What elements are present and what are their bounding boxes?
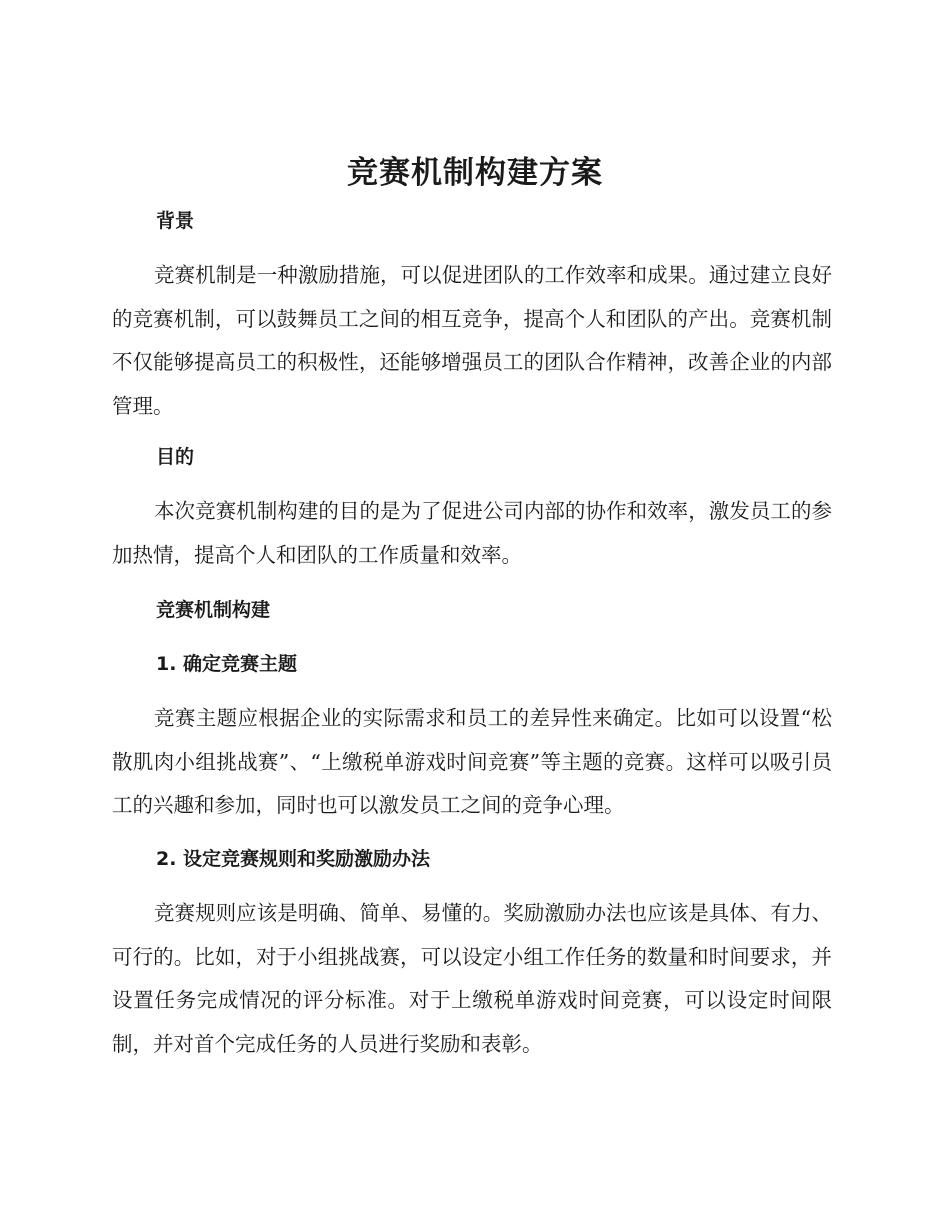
section-heading-theme: 1. 确定竞赛主题 [156,653,298,675]
document-title: 竞赛机制构建方案 [347,155,603,191]
section-heading-rules: 2. 设定竞赛规则和奖励激励办法 [156,848,431,870]
section-heading-construction: 竞赛机制构建 [156,599,271,621]
section-paragraph-rules: 竞赛规则应该是明确、简单、易懂的。奖励激励办法也应该是具体、有力、可行的。比如，对于小组挑战赛，可以设定小组工作任务的数量和时间要求，并设置任务完成情况的评分标准。对于上缴税单游戏时间竞赛，可以设定时间限制，并对首个完成任务的人员进行奖励和表彰。 [112,901,832,1056]
section-paragraph-background: 竞赛机制是一种激励措施，可以促进团队的工作效率和成果。通过建立良好的竞赛机制，可以鼓舞员工之间的相互竞争，提高个人和团队的产出。竞赛机制不仅能够提高员工的积极性，还能够增强员工的团队合作精神，改善企业的内部管理。 [112,263,832,418]
section-paragraph-theme: 竞赛主题应根据企业的实际需求和员工的差异性来确定。比如可以设置“松散肌肉小组挑战赛”、“上缴税单游戏时间竞赛”等主题的竞赛。这样可以吸引员工的兴趣和参加，同时也可以激发员工之间的竞争心理。 [112,706,832,817]
section-heading-purpose: 目的 [156,446,195,468]
section-heading-background: 背景 [156,210,195,232]
section-paragraph-purpose: 本次竞赛机制构建的目的是为了促进公司内部的协作和效率，激发员工的参加热情，提高个人和团队的工作质量和效率。 [112,499,832,567]
